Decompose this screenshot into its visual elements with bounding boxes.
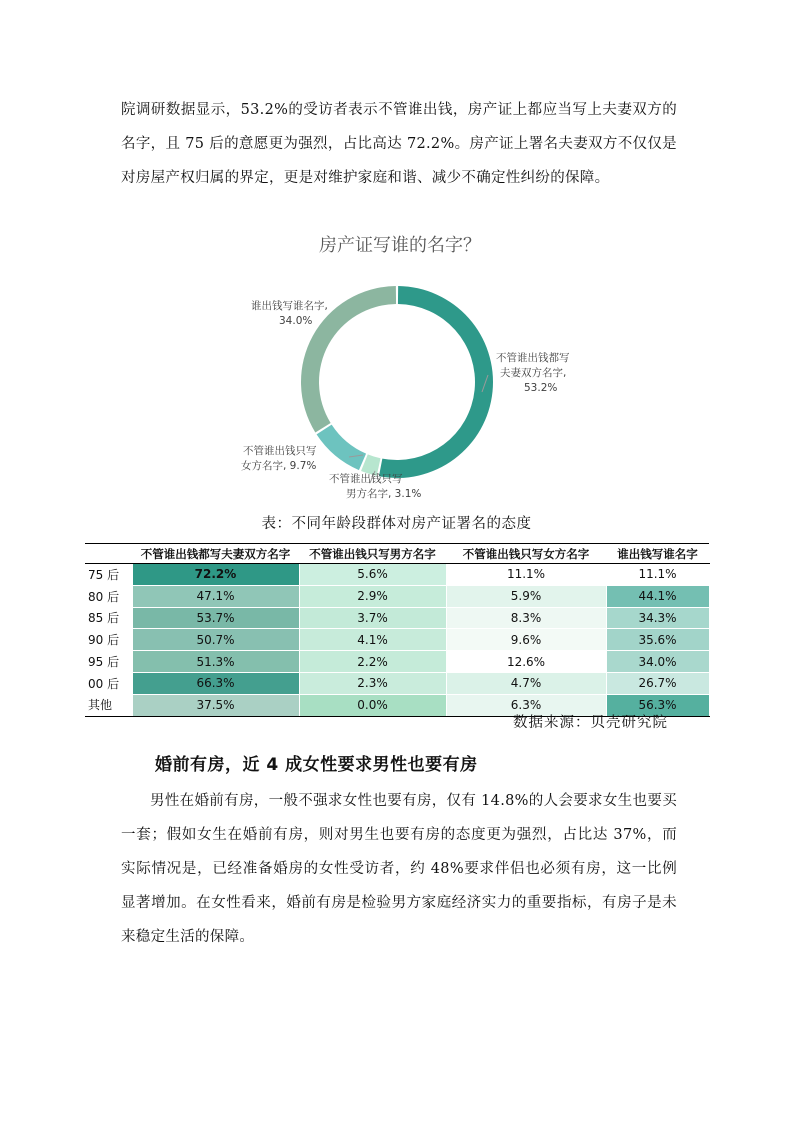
row-label: 80 后 bbox=[88, 589, 120, 604]
donut-slice-female bbox=[317, 425, 366, 471]
table-row bbox=[85, 651, 709, 673]
table-cell: 47.1% bbox=[132, 585, 299, 607]
slice-label-line: 53.2% bbox=[524, 382, 558, 394]
table-cell: 0.0% bbox=[299, 694, 446, 716]
slice-label-male bbox=[316, 472, 421, 502]
table-caption: 表：不同年龄段群体对房产证署名的态度 bbox=[261, 516, 532, 532]
table-cell: 5.9% bbox=[446, 585, 606, 607]
table-row bbox=[85, 585, 709, 607]
slice-label-payer bbox=[251, 299, 328, 329]
attitude-table bbox=[85, 543, 710, 717]
table-cell: 2.3% bbox=[299, 672, 446, 694]
row-label: 其他 bbox=[85, 694, 132, 716]
table-cell: 8.3% bbox=[446, 607, 606, 629]
table-cell: 11.1% bbox=[606, 564, 709, 586]
table-cell: 6.3% bbox=[446, 694, 606, 716]
slice-label-line: 夫妻双方名字, bbox=[500, 367, 567, 379]
row-label: 00 后 bbox=[88, 676, 120, 691]
slice-label-line: 34.0% bbox=[279, 315, 313, 327]
table-cell: 3.7% bbox=[299, 607, 446, 629]
row-label: 95 后 bbox=[88, 655, 120, 670]
header-couple: 不管谁出钱都写夫妻双方名字 bbox=[132, 544, 299, 564]
row-label: 75 后 bbox=[88, 568, 120, 583]
table-cell: 4.1% bbox=[299, 629, 446, 651]
table-cell: 53.7% bbox=[132, 607, 299, 629]
table-cell: 72.2% bbox=[132, 564, 299, 586]
table-cell: 9.6% bbox=[446, 629, 606, 651]
table-cell: 4.7% bbox=[446, 672, 606, 694]
body-paragraph: 男性在婚前有房，一般不强求女性也要有房，仅有 14.8%的人会要求女生也要买一套；假如女生在婚前有房，则对男生也要有房的态度更为强烈，占比达 37%，而实际情况是，已经准备婚房的女性受访者，约 48%要求伴侣也必须有房，这一比例显著增加。在女性看来，婚前有房是检验男方家庭经济实力的重要指标，有房子是未来稳定生活的保障。 bbox=[121, 793, 677, 945]
slice-label-line: 不管谁出钱都写 bbox=[496, 352, 570, 364]
table-cell: 37.5% bbox=[132, 694, 299, 716]
row-label: 85 后 bbox=[88, 611, 120, 626]
table-row bbox=[85, 564, 709, 586]
table-cell: 56.3% bbox=[606, 694, 709, 716]
table-cell: 34.3% bbox=[606, 607, 709, 629]
table-cell: 34.0% bbox=[606, 651, 709, 673]
donut-chart bbox=[200, 225, 600, 510]
header-male: 不管谁出钱只写男方名字 bbox=[299, 544, 446, 564]
slice-label-female bbox=[241, 444, 317, 474]
chart-title: 房产证写谁的名字？ bbox=[319, 235, 481, 256]
table-cell: 44.1% bbox=[606, 585, 709, 607]
header-female: 不管谁出钱只写女方名字 bbox=[446, 544, 606, 564]
intro-paragraph: 院调研数据显示，53.2%的受访者表示不管谁出钱，房产证上都应当写上夫妻双方的名字，且 75 后的意愿更为强烈，占比高达 72.2%。房产证上署名夫妻双方不仅仅是对房屋产权归属的界定，更是对维护家庭和谐、减少不确定性纠纷的保障。 bbox=[121, 102, 677, 186]
slice-label-couple bbox=[496, 351, 570, 396]
section-heading: 婚前有房，近 4 成女性要求男性也要有房 bbox=[155, 755, 478, 775]
table-cell: 26.7% bbox=[606, 672, 709, 694]
table-cell: 50.7% bbox=[132, 629, 299, 651]
header-blank bbox=[85, 544, 132, 564]
table-cell: 2.2% bbox=[299, 651, 446, 673]
table-row bbox=[85, 629, 709, 651]
table-row bbox=[85, 607, 709, 629]
row-label: 90 后 bbox=[88, 633, 120, 648]
table-cell: 11.1% bbox=[446, 564, 606, 586]
slice-label-line: 不管谁出钱只写 bbox=[329, 473, 403, 485]
table-cell: 51.3% bbox=[132, 651, 299, 673]
slice-label-line: 女方名字, 9.7% bbox=[241, 460, 317, 472]
data-source: 数据来源：贝壳研究院 bbox=[513, 715, 668, 731]
table-cell: 5.6% bbox=[299, 564, 446, 586]
table-cell: 2.9% bbox=[299, 585, 446, 607]
slice-label-line: 不管谁出钱只写 bbox=[243, 445, 317, 457]
table-header-row bbox=[85, 544, 709, 564]
table-cell: 35.6% bbox=[606, 629, 709, 651]
table-row bbox=[85, 672, 709, 694]
table-cell: 12.6% bbox=[446, 651, 606, 673]
header-payer: 谁出钱写谁名字 bbox=[606, 544, 709, 564]
slice-label-line: 谁出钱写谁名字, bbox=[251, 300, 328, 312]
slice-label-line: 男方名字, 3.1% bbox=[346, 488, 422, 500]
table-cell: 66.3% bbox=[132, 672, 299, 694]
donut-slice-couple bbox=[379, 286, 493, 478]
